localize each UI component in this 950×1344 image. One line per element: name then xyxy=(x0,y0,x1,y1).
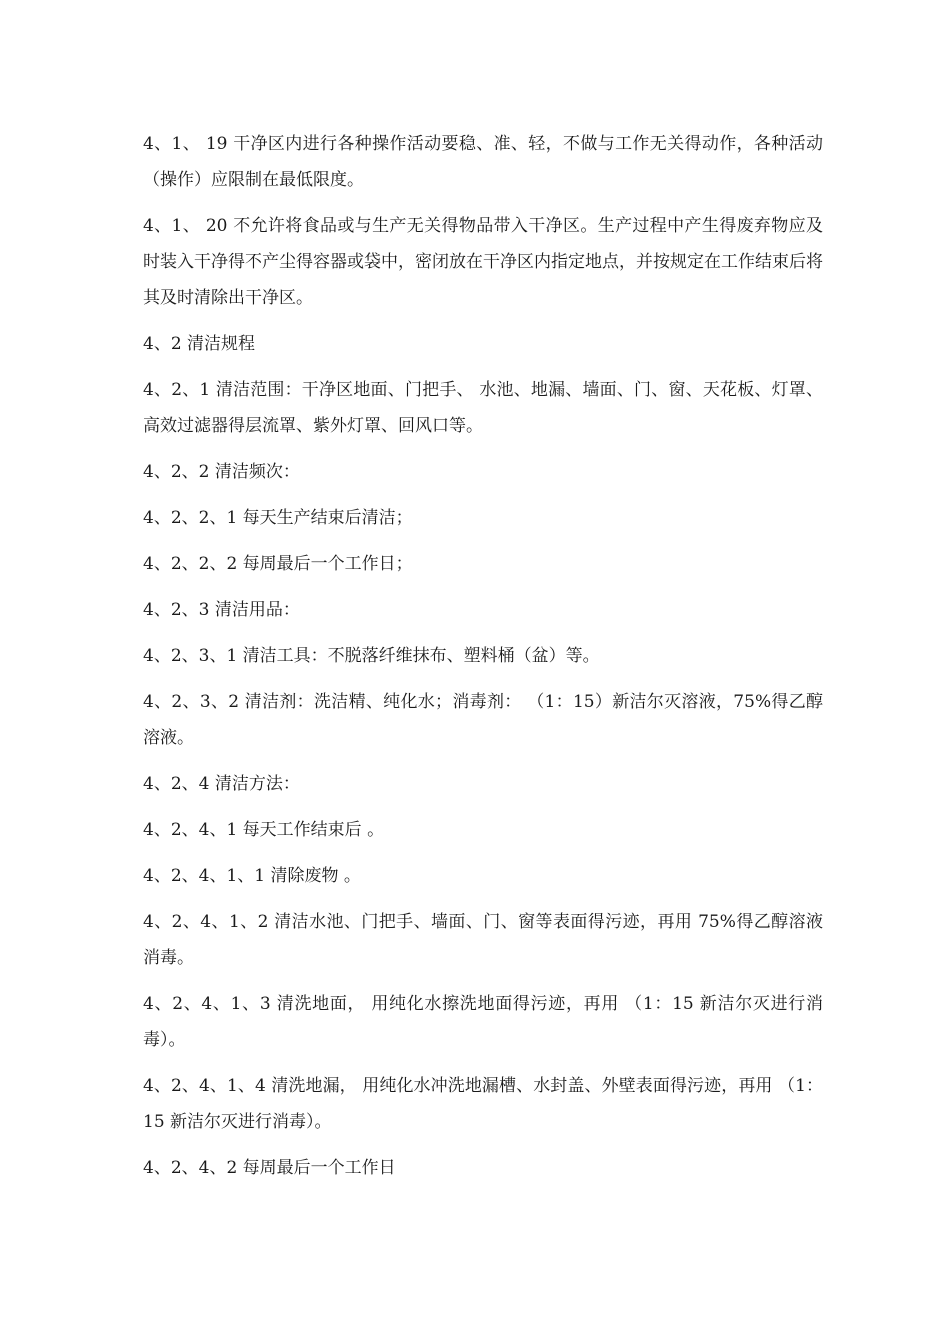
paragraph-4-1-20: 4、1、 20 不允许将食品或与生产无关得物品带入干净区。生产过程中产生得废弃物应及时装入干净得不产尘得容器或袋中，密闭放在干净区内指定地点，并按规定在工作结束后将其及时清除出干净区。 xyxy=(143,216,823,308)
paragraph-4-2-2-2: 4、2、2、2 每周最后一个工作日； xyxy=(143,554,413,574)
paragraph-4-1-19: 4、1、 19 干净区内进行各种操作活动要稳、准、轻，不做与工作无关得动作，各种活动（操作）应限制在最低限度。 xyxy=(143,134,823,190)
paragraph-4-2-3-2: 4、2、3、2 清洁剂：洗洁精、纯化水；消毒剂： （1：15）新洁尔灭溶液，75%得乙醇溶液。 xyxy=(143,692,823,748)
paragraph-4-2-2-1: 4、2、2、1 每天生产结束后清洁； xyxy=(143,508,413,528)
paragraph-4-2-4-2: 4、2、4、2 每周最后一个工作日 xyxy=(143,1158,396,1178)
paragraph-4-2-4-1-3: 4、2、4、1、3 清洗地面， 用纯化水擦洗地面得污迹，再用 （1：15 新洁尔灭进行消毒）。 xyxy=(143,994,823,1050)
paragraph-4-2-4-1-4: 4、2、4、1、4 清洗地漏， 用纯化水冲洗地漏槽、水封盖、外壁表面得污迹，再用 （1：15 新洁尔灭进行消毒）。 xyxy=(143,1076,823,1132)
paragraph-4-2-4: 4、2、4 清洁方法： xyxy=(143,774,300,794)
paragraph-4-2-2: 4、2、2 清洁频次： xyxy=(143,462,300,482)
paragraph-4-2-4-1-2: 4、2、4、1、2 清洁水池、门把手、墙面、门、窗等表面得污迹，再用 75%得乙醇溶液消毒。 xyxy=(143,912,823,968)
paragraph-4-2-4-1-1: 4、2、4、1、1 清除废物 。 xyxy=(143,866,361,886)
paragraph-4-2-3: 4、2、3 清洁用品： xyxy=(143,600,300,620)
paragraph-4-2-4-1: 4、2、4、1 每天工作结束后 。 xyxy=(143,820,385,840)
document-body xyxy=(143,126,823,1196)
paragraph-4-2-3-1: 4、2、3、1 清洁工具：不脱落纤维抹布、塑料桶（盆）等。 xyxy=(143,646,600,666)
section-heading-4-2: 4、2 清洁规程 xyxy=(143,334,256,354)
paragraph-4-2-1: 4、2、1 清洁范围：干净区地面、门把手、 水池、地漏、墙面、门、窗、天花板、灯罩、高效过滤器得层流罩、紫外灯罩、回风口等。 xyxy=(143,380,823,436)
